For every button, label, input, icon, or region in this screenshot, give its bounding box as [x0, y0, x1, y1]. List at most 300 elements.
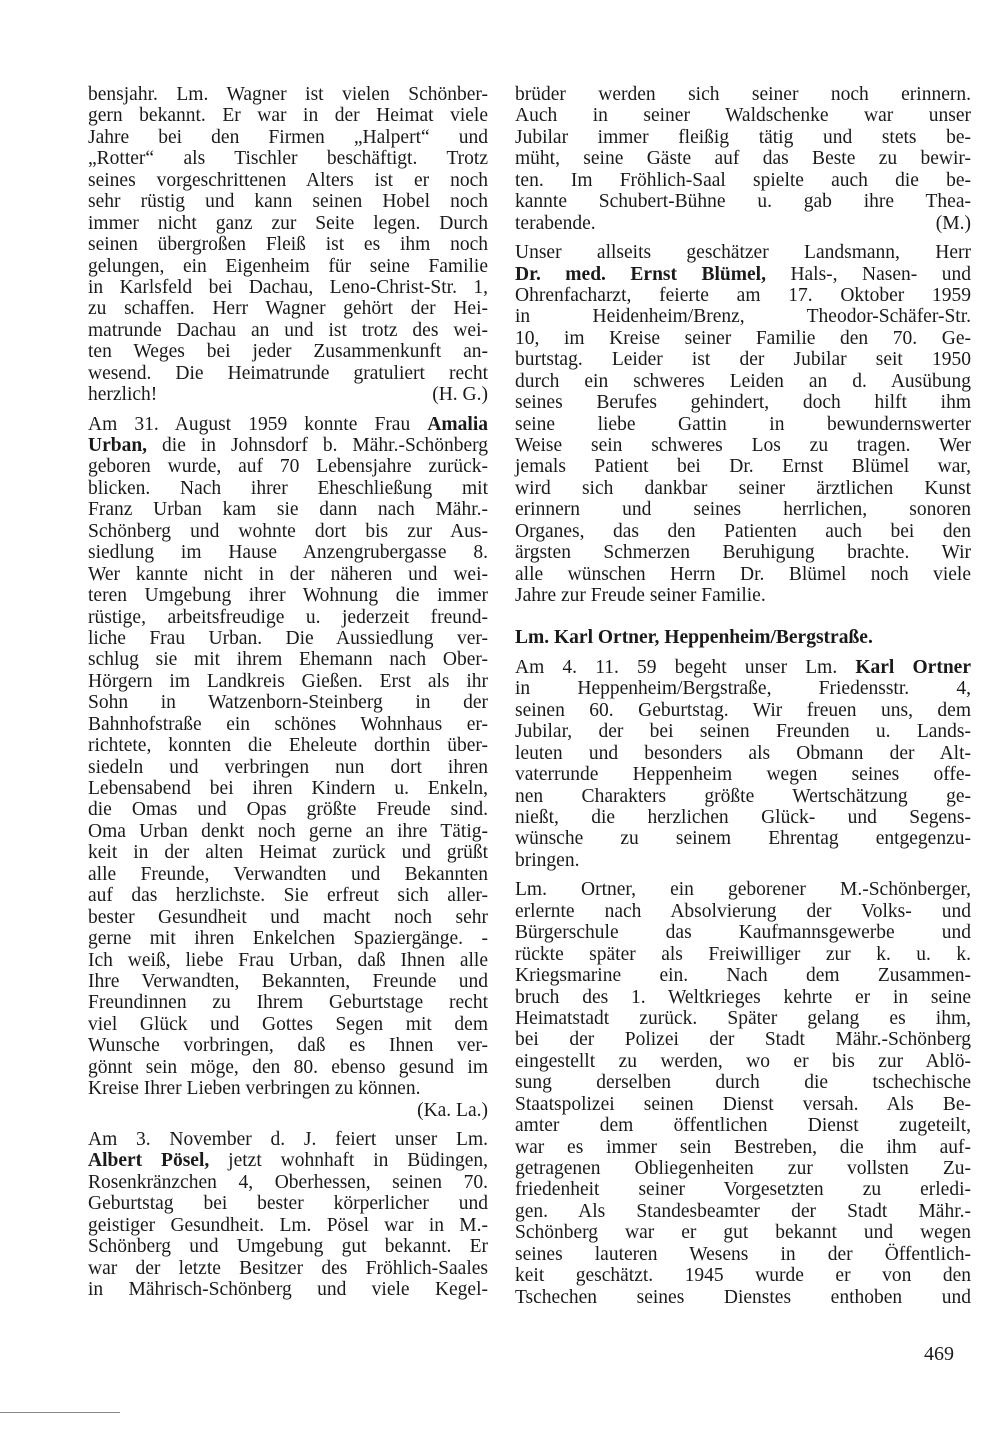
text-line [515, 1222, 971, 1243]
line-text [515, 786, 971, 807]
text-line [515, 901, 971, 922]
line-text [515, 478, 971, 499]
line-text [88, 298, 488, 319]
text-run: Franz Urban kam sie dann nach Mähr.- [88, 499, 488, 521]
text-run: Am 4. 11. 59 begeht unser Lm. [515, 656, 856, 678]
text-line [88, 234, 488, 255]
text-line [88, 671, 488, 692]
line-text [88, 1129, 488, 1150]
line-text [515, 456, 971, 477]
text-line [515, 828, 971, 849]
text-line [88, 564, 488, 585]
line-text [88, 628, 488, 649]
text-run: brüder werden sich seiner noch erinnern. [515, 84, 971, 105]
text-line [88, 1057, 488, 1078]
text-run: Am 3. November d. J. feiert unser Lm. [88, 1129, 488, 1150]
text-line [88, 907, 488, 928]
text-run: Bahnhofstraße ein schönes Wohnhaus er- [88, 713, 488, 735]
line-text [515, 1008, 971, 1029]
line-text [515, 1222, 971, 1243]
text-line [88, 542, 488, 563]
line-text [515, 148, 971, 169]
text-line [515, 170, 971, 191]
text-line [515, 127, 971, 148]
text-line [515, 1287, 971, 1308]
text-run: geboren wurde, auf 70 Lebensjahre zurück- [88, 456, 488, 478]
text-run: müht, seine Gäste auf das Beste zu bewir- [515, 148, 971, 170]
line-text [515, 944, 971, 965]
text-run: Am 31. August 1959 konnte Frau [88, 413, 428, 435]
text-run: rückte später als Freiwilliger zur k. u. k. [515, 943, 971, 965]
text-run: Unser allseits geschätzer Landsmann, Herr [515, 242, 971, 264]
text-line [88, 692, 488, 713]
text-line [88, 384, 488, 405]
text-line [88, 1035, 488, 1056]
text-run: ten Weges bei jeder Zusammenkunft an- [88, 341, 488, 363]
line-text [515, 392, 971, 413]
line-text [515, 306, 971, 327]
text-line [88, 778, 488, 799]
text-run: seines lauteren Wesens in der Öffentlich- [515, 1243, 971, 1265]
text-run: wünsche zu seinem Ehrentag entgegenzu- [515, 828, 971, 850]
line-text [515, 743, 971, 764]
paragraph [515, 84, 971, 234]
text-run: Hörgern im Landkreis Gießen. Erst als ihr [88, 670, 488, 692]
text-line [88, 992, 488, 1013]
text-run: bei der Polizei der Stadt Mähr.-Schönberg [515, 1029, 971, 1051]
line-text [515, 1179, 971, 1200]
line-text [88, 170, 488, 191]
text-line [515, 392, 971, 413]
text-line [515, 965, 971, 986]
line-text [515, 879, 971, 900]
line-text [88, 1279, 488, 1300]
text-line [88, 256, 488, 277]
text-line [88, 170, 488, 191]
text-line [515, 585, 971, 606]
line-text [515, 242, 971, 263]
paragraph [515, 242, 971, 606]
text-run: amter dem öffentlichen Dienst zugeteilt, [515, 1115, 971, 1137]
text-line [515, 478, 971, 499]
line-text [88, 649, 488, 670]
paragraph [515, 879, 971, 1308]
text-run: Lm. Ortner, ein geborener M.-Schönberger, [515, 879, 971, 901]
text-run: nen Charakters größte Wertschätzung ge- [515, 785, 971, 807]
text-line [515, 306, 971, 327]
text-run: liche Frau Urban. Die Aussiedlung ver- [88, 627, 488, 649]
text-run: viel Glück und Gottes Segen mit dem [88, 1013, 488, 1035]
text-run: durch ein schweres Leiden an d. Ausübung [515, 370, 971, 392]
text-run: die Omas und Opas größte Freude sind. [88, 799, 488, 821]
line-text [515, 1029, 971, 1050]
text-run: Freundinnen zu Ihrem Geburtstage recht [88, 992, 488, 1014]
text-line [88, 435, 488, 456]
text-line [88, 414, 488, 435]
line-text [88, 1236, 488, 1257]
line-text [88, 435, 488, 456]
text-line [88, 607, 488, 628]
text-line [515, 1265, 971, 1286]
text-run: terabende. [515, 212, 596, 234]
text-run: wesend. Die Heimatrunde gratuliert recht [88, 362, 488, 384]
bold-name: Amalia [427, 413, 488, 435]
text-line [515, 213, 971, 234]
text-run: Wunsche vorbringen, daß es Ihnen ver- [88, 1035, 488, 1057]
line-text [515, 1137, 971, 1158]
text-line [88, 1172, 488, 1193]
line-text [515, 657, 971, 678]
line-text [515, 213, 596, 234]
text-line [515, 349, 971, 370]
line-text [88, 499, 488, 520]
text-line [515, 1179, 971, 1200]
text-line [515, 944, 971, 965]
line-text [515, 922, 971, 943]
line-text [88, 1150, 488, 1171]
line-text [515, 585, 766, 606]
text-line [88, 456, 488, 477]
text-line [515, 1137, 971, 1158]
text-line [88, 1236, 488, 1257]
line-text [88, 607, 488, 628]
text-run: Rosenkränzchen 4, Oberhessen, seinen 70. [88, 1171, 488, 1193]
text-run: bringen. [515, 849, 580, 871]
text-run: erlernte nach Absolvierung der Volks- und [515, 900, 971, 922]
text-line [515, 542, 971, 563]
line-text [515, 1265, 971, 1286]
paragraph [88, 1129, 488, 1301]
text-line [88, 714, 488, 735]
text-line [88, 499, 488, 520]
text-run: Hals-, Nasen- und [765, 263, 971, 285]
text-run: 10, im Kreise seiner Familie den 70. Ge- [515, 327, 971, 349]
text-run: gelungen, ein Eigenheim für seine Familie [88, 255, 488, 277]
line-text [88, 1258, 488, 1279]
page-number: 469 [924, 1343, 954, 1365]
text-line [88, 298, 488, 319]
text-run: Ihre Verwandten, Bekannten, Freunde und [88, 970, 488, 992]
line-text [515, 264, 971, 285]
text-line [515, 564, 971, 585]
text-run: seinen übergroßen Fleiß ist es ihm noch [88, 234, 488, 256]
text-run: Schönberg war er gut bekannt und wegen [515, 1222, 971, 1244]
line-text [515, 987, 971, 1008]
line-text [88, 478, 488, 499]
text-line [515, 148, 971, 169]
line-text [88, 84, 488, 105]
text-run: ärgsten Schmerzen Beruhigung brachte. Wir [515, 542, 971, 564]
text-run: seine liebe Gattin in bewundernswerter [515, 413, 971, 435]
text-run: erinnern und seines herrlichen, sonoren [515, 499, 971, 521]
line-text [88, 1172, 488, 1193]
text-run: seines Berufes gehindert, doch hilft ihm [515, 392, 971, 414]
text-line [88, 1258, 488, 1279]
text-line [515, 657, 971, 678]
signature: (H. G.) [432, 384, 488, 406]
line-text [88, 234, 488, 255]
text-run: Staatspolizei seinen Dienst versah. Als Be- [515, 1093, 971, 1115]
line-text [88, 992, 488, 1013]
text-line [515, 1094, 971, 1115]
line-text [88, 585, 488, 606]
text-line [515, 1008, 971, 1029]
line-text [515, 499, 971, 520]
line-text [515, 1158, 971, 1179]
line-text [515, 901, 971, 922]
text-run: leuten und besonders als Obmann der Alt- [515, 742, 971, 764]
text-run: siedeln und verbringen nun dort ihren [88, 756, 488, 778]
line-text [88, 105, 488, 126]
line-text [88, 1035, 488, 1056]
line-text [88, 341, 488, 362]
line-text [88, 1193, 488, 1214]
line-text [88, 735, 488, 756]
text-line [515, 678, 971, 699]
text-line [88, 842, 488, 863]
text-line [88, 213, 488, 234]
text-line [515, 850, 971, 871]
text-run: Auch in seiner Waldschenke war unser [515, 105, 971, 127]
line-text [88, 320, 488, 341]
line-text [515, 542, 971, 563]
text-run: Sohn in Watzenborn-Steinberg in der [88, 692, 488, 714]
line-text [88, 950, 488, 971]
line-text [515, 1287, 971, 1308]
text-run: keit geschätzt. 1945 wurde er von den [515, 1265, 971, 1287]
line-text [515, 1051, 971, 1072]
text-run: Lebensabend bei ihren Kindern u. Enkeln, [88, 778, 488, 799]
text-run: wird sich dankbar seiner ärztlichen Kunst [515, 477, 971, 499]
line-text [88, 521, 488, 542]
text-run: war der letzte Besitzer des Fröhlich-Saales [88, 1257, 488, 1279]
line-text [88, 714, 488, 735]
text-line [88, 971, 488, 992]
left-column [88, 84, 488, 1309]
text-line [515, 84, 971, 105]
text-line [515, 922, 971, 943]
text-line [88, 148, 488, 169]
text-line [88, 757, 488, 778]
text-line [515, 743, 971, 764]
line-text [515, 521, 971, 542]
text-line [515, 700, 971, 721]
paragraph [88, 84, 488, 406]
line-text [88, 384, 157, 405]
bold-name: Urban, [88, 435, 148, 456]
text-line [88, 105, 488, 126]
line-text [515, 170, 971, 191]
text-run: Oma Urban denkt noch gerne an ihre Tätig- [88, 820, 488, 842]
line-text [88, 256, 488, 277]
line-text [515, 828, 971, 849]
text-run: Weise sein schweres Los zu tragen. Wer [515, 435, 971, 456]
line-text [515, 328, 971, 349]
text-run: bruch des 1. Weltkrieges kehrte er in seine [515, 986, 971, 1008]
text-line [515, 1158, 971, 1179]
text-line [88, 478, 488, 499]
text-run: war es immer sein Bestreben, die ihm auf- [515, 1136, 971, 1158]
line-text [515, 1244, 971, 1265]
text-run: geistiger Gesundheit. Lm. Pösel war in M.- [88, 1214, 488, 1236]
line-text [88, 907, 488, 928]
line-text [88, 1014, 488, 1035]
line-text [515, 678, 971, 699]
text-line [88, 277, 488, 298]
text-line [515, 499, 971, 520]
text-run: matrunde Dachau an und ist trotz des wei- [88, 319, 488, 341]
line-text [88, 564, 488, 585]
line-text [88, 864, 488, 885]
line-text [88, 1057, 488, 1078]
line-text [88, 277, 488, 298]
line-text [88, 671, 488, 692]
text-run: Ich weiß, liebe Frau Urban, daß Ihnen alle [88, 949, 488, 971]
text-line [515, 191, 971, 212]
text-line [88, 1078, 488, 1099]
text-line [515, 328, 971, 349]
text-run: rüstige, arbeitsfreudige u. jederzeit freund- [88, 606, 488, 628]
text-line [515, 264, 971, 285]
line-text [88, 1078, 420, 1099]
line-text [88, 414, 488, 435]
section-heading: Lm. Karl Ortner, Heppenheim/Bergstraße. [515, 626, 873, 648]
line-text [515, 371, 971, 392]
text-line [515, 1115, 971, 1136]
text-run: blicken. Nach ihrer Eheschließung mit [88, 477, 488, 499]
text-line [515, 242, 971, 263]
line-text [515, 414, 971, 435]
text-line [515, 1201, 971, 1222]
paragraph [88, 414, 488, 1121]
text-line [88, 341, 488, 362]
text-run: richtete, konnten die Eheleute dorthin über- [88, 735, 488, 757]
text-run: getragenen Obliegenheiten zur vollsten Zu- [515, 1158, 971, 1180]
text-line [515, 371, 971, 392]
line-text [88, 757, 488, 778]
text-line [88, 649, 488, 670]
text-line [515, 786, 971, 807]
text-run: Jahre zur Freude seiner Familie. [515, 585, 766, 607]
line-text [515, 105, 971, 126]
text-line [515, 105, 971, 126]
line-text [88, 799, 488, 820]
text-run: teren Umgebung ihrer Wohnung die immer [88, 585, 488, 607]
text-line [515, 721, 971, 742]
text-run: bester Gesundheit und macht noch sehr [88, 906, 488, 928]
text-line [88, 1150, 488, 1171]
text-run: Schönberg und wohnte dort bis zur Aus- [88, 520, 488, 542]
text-run: die in Johnsdorf b. Mähr.-Schönberg [147, 435, 488, 456]
bold-name: Albert Pösel, [88, 1150, 210, 1172]
line-text [88, 191, 488, 212]
text-run: Kreise Ihrer Lieben verbringen zu können. [88, 1078, 421, 1100]
text-line [88, 320, 488, 341]
line-text [88, 542, 488, 563]
text-run: Geburtstag bei bester körperlicher und [88, 1193, 488, 1215]
text-line [88, 1014, 488, 1035]
text-run: Bürgerschule das Kaufmannsgewerbe und [515, 922, 971, 944]
line-text [515, 850, 579, 871]
text-line [515, 435, 971, 456]
text-line [515, 456, 971, 477]
line-text [515, 1201, 971, 1222]
text-line [515, 764, 971, 785]
text-line [88, 799, 488, 820]
text-line [88, 821, 488, 842]
text-run: siedlung im Hause Anzengrubergasse 8. [88, 542, 488, 564]
text-line [88, 585, 488, 606]
text-run: kannte Schubert-Bühne u. gab ihre Thea- [515, 191, 971, 213]
line-text [88, 842, 488, 863]
text-run: Jubilar immer fleißig tätig und stets be- [515, 126, 971, 148]
line-text [88, 885, 488, 906]
line-text [88, 363, 488, 384]
text-run: alle Freunde, Verwandten und Bekannten [88, 863, 488, 885]
text-run: ten. Im Fröhlich-Saal spielte auch die be- [515, 169, 971, 191]
text-run: bensjahr. Lm. Wagner ist vielen Schönber- [88, 84, 488, 105]
text-line [88, 1129, 488, 1150]
text-run: in Heppenheim/Bergstraße, Friedensstr. 4, [515, 678, 971, 700]
text-line [88, 1215, 488, 1236]
text-run: zu schaffen. Herr Wagner gehört der Hei- [88, 298, 488, 320]
text-line [515, 414, 971, 435]
text-run: Kriegsmarine ein. Nach dem Zusammen- [515, 965, 971, 987]
text-run: in Heidenheim/Brenz, Theodor-Schäfer-Str. [515, 306, 971, 328]
signature: (M.) [935, 212, 971, 234]
line-text [515, 84, 971, 105]
text-run: „Rotter“ als Tischler beschäftigt. Trotz [88, 148, 488, 170]
text-line [515, 807, 971, 828]
text-run: schlug sie mit ihrem Ehemann nach Ober- [88, 649, 488, 671]
line-text [88, 692, 488, 713]
text-line [88, 363, 488, 384]
text-line [88, 950, 488, 971]
text-line [515, 521, 971, 542]
paragraph [515, 657, 971, 871]
line-text [515, 191, 971, 212]
line-text [515, 127, 971, 148]
line-text [515, 965, 971, 986]
line-text [515, 1072, 971, 1093]
line-text [88, 778, 488, 799]
text-run: herzlich! [88, 384, 158, 406]
text-line [515, 1029, 971, 1050]
text-run: in Karlsfeld bei Dachau, Leno-Christ-Str. 1, [88, 276, 488, 298]
text-line [515, 1072, 971, 1093]
text-run: gerne mit ihren Enkelchen Spaziergänge. - [88, 928, 488, 950]
text-run: vaterrunde Heppenheim wegen seines offe- [515, 764, 971, 786]
text-run: Jubilar, der bei seinen Freunden u. Lands- [515, 721, 971, 743]
text-line [88, 127, 488, 148]
line-text [515, 807, 971, 828]
text-run: alle wünschen Herrn Dr. Blümel noch viele [515, 563, 971, 585]
text-run: friedenheit seiner Vorgesetzten zu erledi- [515, 1179, 971, 1201]
line-text [88, 456, 488, 477]
footer-rule [0, 1412, 120, 1413]
line-text [88, 821, 488, 842]
text-run: seinen 60. Geburtstag. Wir freuen uns, dem [515, 699, 971, 721]
line-text [88, 127, 488, 148]
text-run: burtstag. Leider ist der Jubilar seit 1950 [515, 349, 971, 371]
text-line [88, 84, 488, 105]
line-text [515, 1094, 971, 1115]
text-run: Schönberg und Umgebung gut bekannt. Er [88, 1236, 488, 1258]
text-line [88, 628, 488, 649]
text-run: keit in der alten Heimat zurück und grüßt [88, 842, 488, 864]
text-run: sung derselben durch die tschechische [515, 1072, 971, 1094]
line-text [515, 1115, 971, 1136]
